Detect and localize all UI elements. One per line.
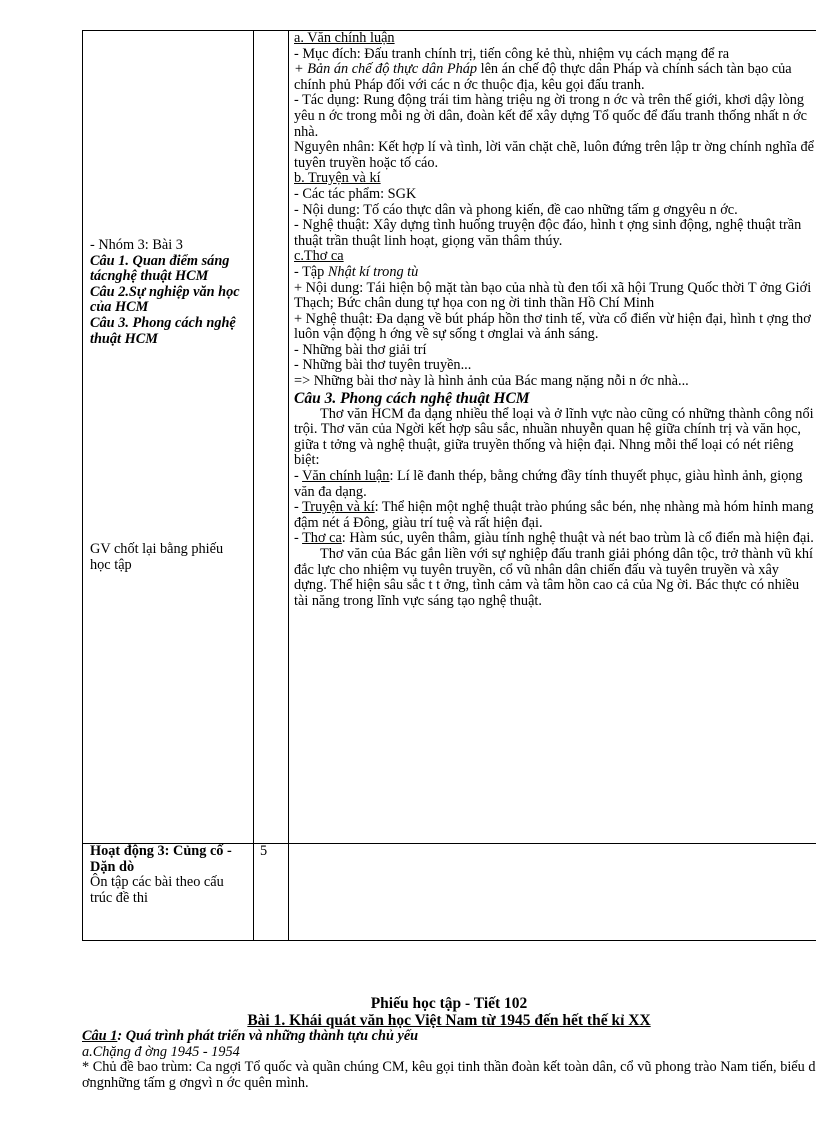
paragraph: - Mục đích: Đấu tranh chính trị, tiến công kẻ thù, nhiệm vụ cách mạng để ra (294, 45, 730, 62)
time-cell (254, 844, 289, 941)
lesson-plan-table (82, 30, 816, 941)
question-label: Câu 1 (82, 1028, 118, 1044)
paragraph: * Chủ đề bao trùm: Ca ngợi Tổ quốc và quần chúng CM, kêu gọi tinh thần đoàn kết toàn dân, cổ vũ phong trào Nam tiến, biểu d ơngnhững tấm g ơngvì n ớc quên mình. (82, 1059, 816, 1091)
activity-cell (83, 844, 254, 941)
question-text: : Quá trình phát triển và những thành tựu chủ yếu (117, 1028, 419, 1044)
activity-title: Hoạt động 3: Củng cố - Dặn dò (90, 843, 232, 875)
question-3-heading: Câu 3. Phong cách nghệ thuật HCM (294, 389, 530, 407)
paragraph: - Các tác phẩm: SGK (294, 185, 417, 202)
work-title: Nhật kí trong tù (327, 263, 419, 280)
content-cell (289, 844, 816, 941)
question-1-label: Câu 1. Quan điểm sáng tácnghệ thuật HCM (90, 252, 230, 285)
worksheet-section (82, 995, 816, 1091)
activity-text: Ôn tập các bài theo cấu trúc đề thi (90, 874, 224, 906)
work-title: + Bản án chế độ thực dân Pháp (294, 61, 478, 78)
genre-label: Thơ ca (302, 530, 342, 547)
section-b-title: b. Truyện và kí (294, 170, 381, 187)
paragraph: Thơ văn của Bác gắn liền với sự nghiệp đấu tranh giải phóng dân tộc, trở thành vũ khí đắc lực cho nhiệm vụ tuyên truyền, cổ vũ nhân dân chiến đấu và tuyên truyền và xây dựng. Thể hiện sâu sắc t t ởng, tình cảm và tâm hồn cao cả của Ng ời. Bác thực có nhiều tài năng trong lĩnh vực sáng tạo nghệ thuật. (294, 546, 813, 609)
table-row (83, 844, 816, 941)
genre-label: Văn chính luận (302, 468, 390, 485)
time-value: 5 (260, 843, 268, 859)
paragraph: - Những bài thơ giải trí (294, 341, 427, 358)
genre-label: Truyện và kí (302, 499, 375, 516)
paragraph: - Văn chính luận: Lí lẽ đanh thép, bằng chứng đầy tính thuyết phục, giàu hình ảnh, giọng văn đa dạng. (294, 468, 803, 500)
paragraph: Thơ văn HCM đa dạng nhiều thể loại và ở lĩnh vực nào cũng có những thành công nổi trội. Thơ văn của Ngời kết hợp sâu sắc, nhuần nhuyễn quan hệ giữa chính trị và văn học, giữa t tởng và nghệ thuật, giữa truyền thống và hiện đại. Nhng mỗi thể loại có nét riêng biệt: (294, 405, 814, 469)
group-label: - Nhóm 3: Bài 3 (90, 237, 183, 253)
content-cell (289, 31, 816, 844)
conclusion-note: GV chốt lại bằng phiếu học tập (90, 541, 224, 573)
paragraph-text: : Hàm súc, uyên thâm, giàu tính nghệ thuật và nét bao trùm là cổ điển mà hiện đại. (341, 530, 814, 547)
paragraph: - Truyện và kí: Thể hiện một nghệ thuật trào phúng sắc bén, nhẹ nhàng mà hóm hỉnh mang đậm nét á Đông, giàu trí tuệ và rất hiện đại. (294, 499, 814, 531)
paragraph: - Nghệ thuật: Xây dựng tình huống truyện độc đáo, hình t ợng sinh động, nghệ thuật trần thuật trần thuật linh hoạt, giọng văn thâm thúy. (294, 217, 802, 249)
paragraph-text: : Lí lẽ đanh thép, bằng chứng đầy tính thuyết phục, giàu hình ảnh, giọng văn đa dạng. (294, 468, 803, 500)
paragraph: - Nội dung: Tố cáo thực dân và phong kiến, đề cao những tấm g ơngyêu n ớc. (294, 201, 738, 218)
paragraph-text: : Thể hiện một nghệ thuật trào phúng sắc bén, nhẹ nhàng mà hóm hỉnh mang đậm nét á Đông, giàu trí tuệ và rất hiện đại. (294, 499, 814, 531)
question-1-heading (82, 1029, 816, 1045)
section-a-title: a. Văn chính luận (294, 30, 395, 46)
paragraph: - Thơ ca: Hàm súc, uyên thâm, giàu tính nghệ thuật và nét bao trùm là cổ điển mà hiện đại. (294, 530, 814, 547)
paragraph: - Tác dụng: Rung động trái tim hàng triệu ng ời trong n ớc và trên thế giới, khơi dậy lòng yêu n ớc trong mỗi ng ời dân, đoàn kết để xây dựng Tổ quốc để đấu tranh thống nhất n ớc nhà. (294, 92, 807, 140)
paragraph: + Nội dung: Tái hiện bộ mặt tàn bạo của nhà tù đen tối xã hội Trung Quốc thời T ởng Giới Thạch; Bức chân dung tự họa con ng ời tinh thần Hồ Chí Minh (294, 279, 812, 312)
stage-label: a.Chặng đ ờng 1945 - 1954 (82, 1043, 240, 1060)
paragraph: - Những bài thơ tuyên truyền... (294, 357, 472, 374)
paragraph (294, 62, 815, 93)
table-row (83, 31, 816, 844)
section-c-title: c.Thơ ca (294, 248, 344, 265)
activity-cell (83, 31, 254, 844)
paragraph: Nguyên nhân: Kết hợp lí và tình, lời văn chặt chẽ, luôn đứng trên lập tr ờng chính nghĩa để tuyên truyền hoặc tố cáo. (294, 139, 814, 171)
question-3-label: Câu 3. Phong cách nghệ thuật HCM (90, 314, 236, 347)
question-2-label: Câu 2.Sự nghiệp văn học của HCM (90, 283, 240, 316)
time-cell (254, 31, 289, 844)
paragraph-text: - Tập (294, 263, 328, 280)
paragraph: => Những bài thơ này là hình ảnh của Bác mang nặng nỗi n ớc nhà... (294, 373, 689, 390)
paragraph-text: lên án chế độ thực dân Pháp và chính sách tàn bạo của chính phủ Pháp đối với các n ớc thuộc địa, kêu gọi đấu tranh. (294, 61, 792, 93)
worksheet-title: Phiếu học tập - Tiết 102 (370, 995, 528, 1012)
paragraph (294, 265, 815, 281)
lesson-title: Bài 1. Khái quát văn học Việt Nam từ 1945 đến hết thế kỉ XX (247, 1012, 651, 1029)
paragraph: + Nghệ thuật: Đa dạng về bút pháp hồn thơ tinh tế, vừa cổ điển vừ hiện đại, hình t ợng thơ luôn vận động h ớng về sự sống t ơnglai và ánh sáng. (294, 310, 811, 343)
